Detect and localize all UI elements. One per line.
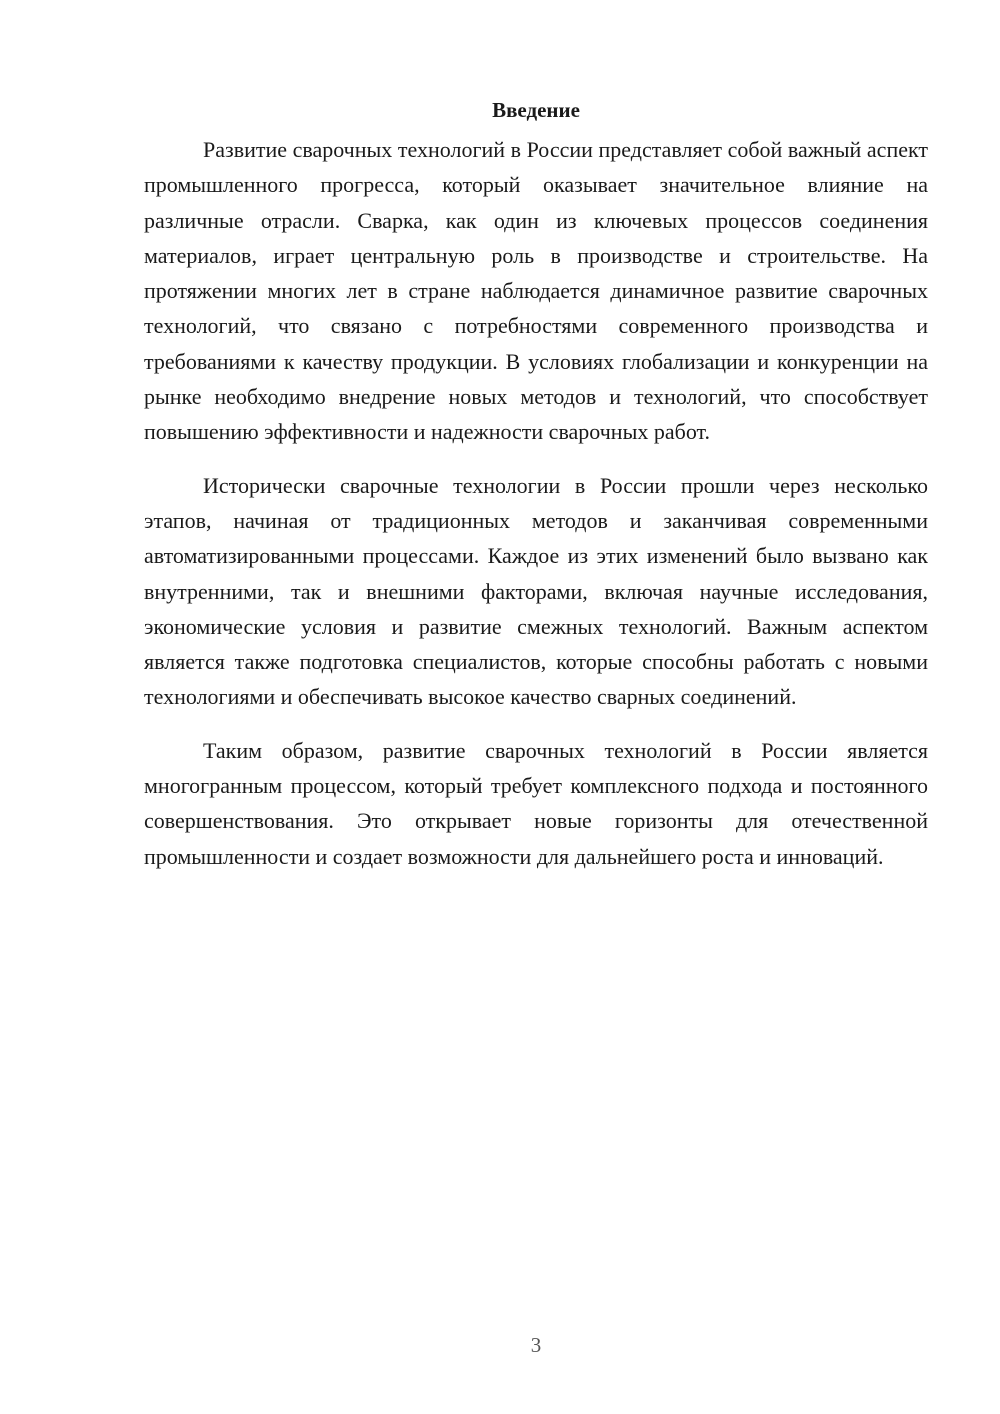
paragraph-2: Исторически сварочные технологии в России прошли через несколько этапов, начиная от традиционных методов и заканчивая современными автоматизированными процессами. Каждое из этих изменений было вызвано как внутренними, так и внешними факторами, включая научные исследования, экономические условия и развитие смежных технологий. Важным аспектом является также подготовка специалистов, которые способны работать с новыми технологиями и обеспечивать высокое качество сварных соединений. <box>144 472 928 710</box>
paragraph-1: Развитие сварочных технологий в России представляет собой важный аспект промышленного прогресса, который оказывает значительное влияние на различные отрасли. Сварка, как один из ключевых процессов соединения материалов, играет центральную роль в производстве и строительстве. На протяжении многих лет в стране наблюдается динамичное развитие сварочных технологий, что связано с потребностями современного производства и требованиями к качеству продукции. В условиях глобализации и конкуренции на рынке необходимо внедрение новых методов и технологий, что способствует повышению эффективности и надежности сварочных работ. <box>144 137 928 445</box>
paragraph-3: Таким образом, развитие сварочных технологий в России является многогранным процессом, который требует комплексного подхода и постоянного совершенствования. Это открывает новые горизонты для отечественной промышленности и создает возможности для дальнейшего роста и инноваций. <box>144 737 928 869</box>
section-title: Введение <box>492 98 580 122</box>
page-number: 3 <box>530 1333 542 1357</box>
document-page <box>144 96 928 892</box>
